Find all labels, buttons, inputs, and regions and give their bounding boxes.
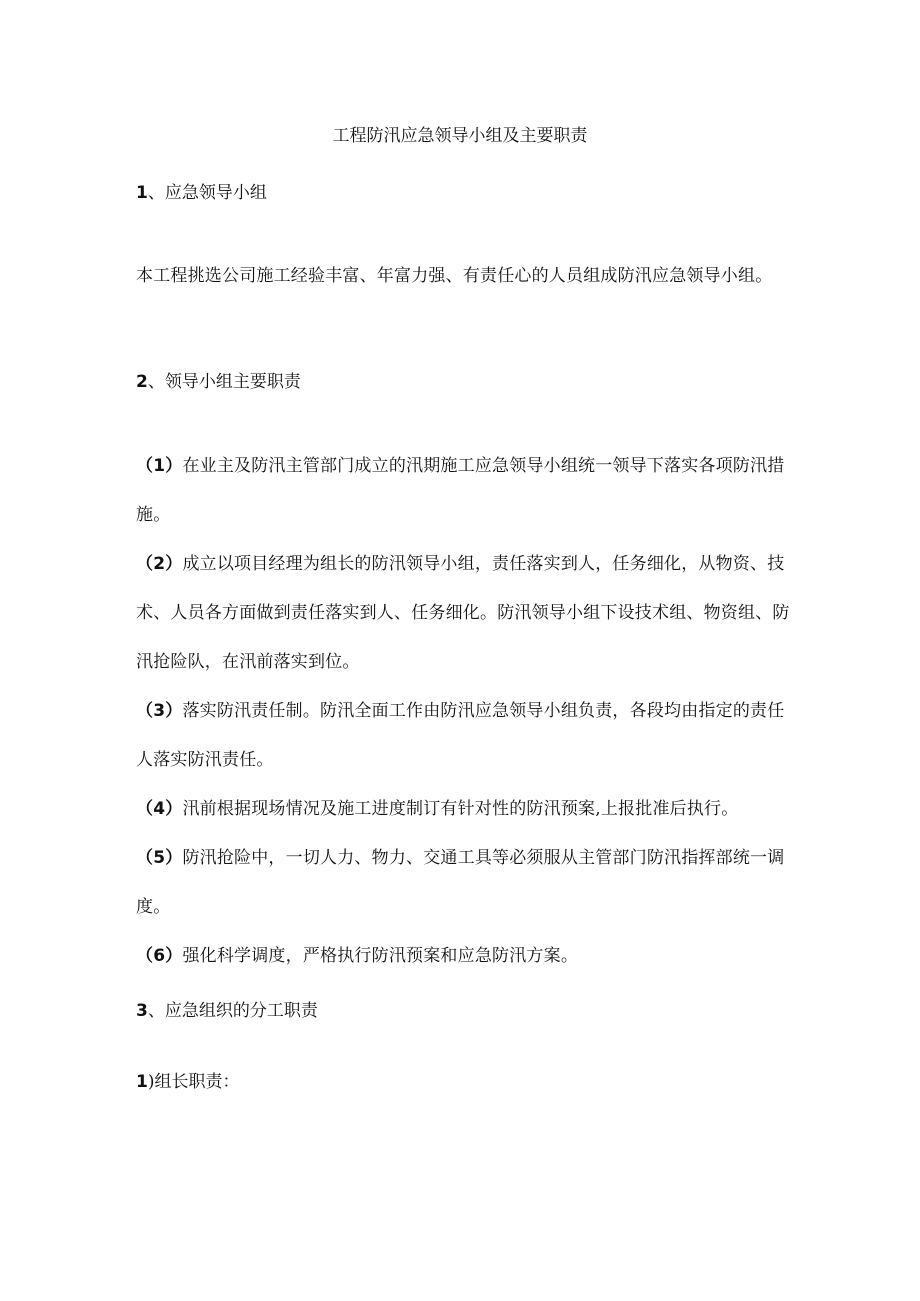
- duty-label: （2）: [136, 554, 183, 574]
- section-heading-1: [136, 181, 267, 205]
- duty-item-4: [136, 785, 796, 834]
- section-number: 1: [136, 1072, 148, 1092]
- duty-label: （3）: [136, 701, 183, 721]
- document-title: 工程防汛应急领导小组及主要职责: [332, 126, 588, 146]
- duty-text: 防汛抢险中，一切人力、物力、交通工具等必须服从主管部门防汛指挥部统一调度。: [136, 848, 785, 917]
- section-number: 2: [136, 372, 148, 392]
- section-title: 、应急组织的分工职责: [147, 1001, 318, 1021]
- duty-label: （5）: [136, 848, 183, 868]
- duty-item-1: [136, 442, 796, 540]
- duty-text: 在业主及防汛主管部门成立的汛期施工应急领导小组统一领导下落实各项防汛措施。: [136, 456, 785, 525]
- section-title: 、领导小组主要职责: [147, 372, 301, 392]
- duty-text: 落实防汛责任制。防汛全面工作由防汛应急领导小组负责，各段均由指定的责任人落实防汛责任。: [136, 701, 785, 770]
- duty-label: （1）: [136, 456, 183, 476]
- duty-label: （6）: [136, 946, 183, 966]
- duty-text: 汛前根据现场情况及施工进度制订有针对性的防汛预案,上报批准后执行。: [182, 799, 739, 819]
- duty-item-6: [136, 932, 796, 981]
- section-number: 1: [136, 183, 148, 203]
- section-heading-3: [136, 999, 318, 1023]
- duty-text: 成立以项目经理为组长的防汛领导小组，责任落实到人，任务细化，从物资、技术、人员各方面做到责任落实到人、任务细化。防汛领导小组下设技术组、物资组、防汛抢险队，在汛前落实到位。: [136, 554, 790, 672]
- duty-text: 强化科学调度，严格执行防汛预案和应急防汛方案。: [182, 946, 579, 966]
- duty-item-3: [136, 687, 796, 785]
- section-title: 、应急领导小组: [147, 183, 267, 203]
- subsection-heading-leader: [136, 1070, 239, 1094]
- section-title: )组长职责：: [147, 1072, 240, 1092]
- duty-item-2: [136, 540, 796, 687]
- section-heading-2: [136, 370, 301, 394]
- section-number: 3: [136, 1001, 148, 1021]
- intro-paragraph: 本工程挑选公司施工经验丰富、年富力强、有责任心的人员组成防汛应急领导小组。: [136, 266, 773, 286]
- duty-label: （4）: [136, 799, 183, 819]
- duty-item-5: [136, 834, 796, 932]
